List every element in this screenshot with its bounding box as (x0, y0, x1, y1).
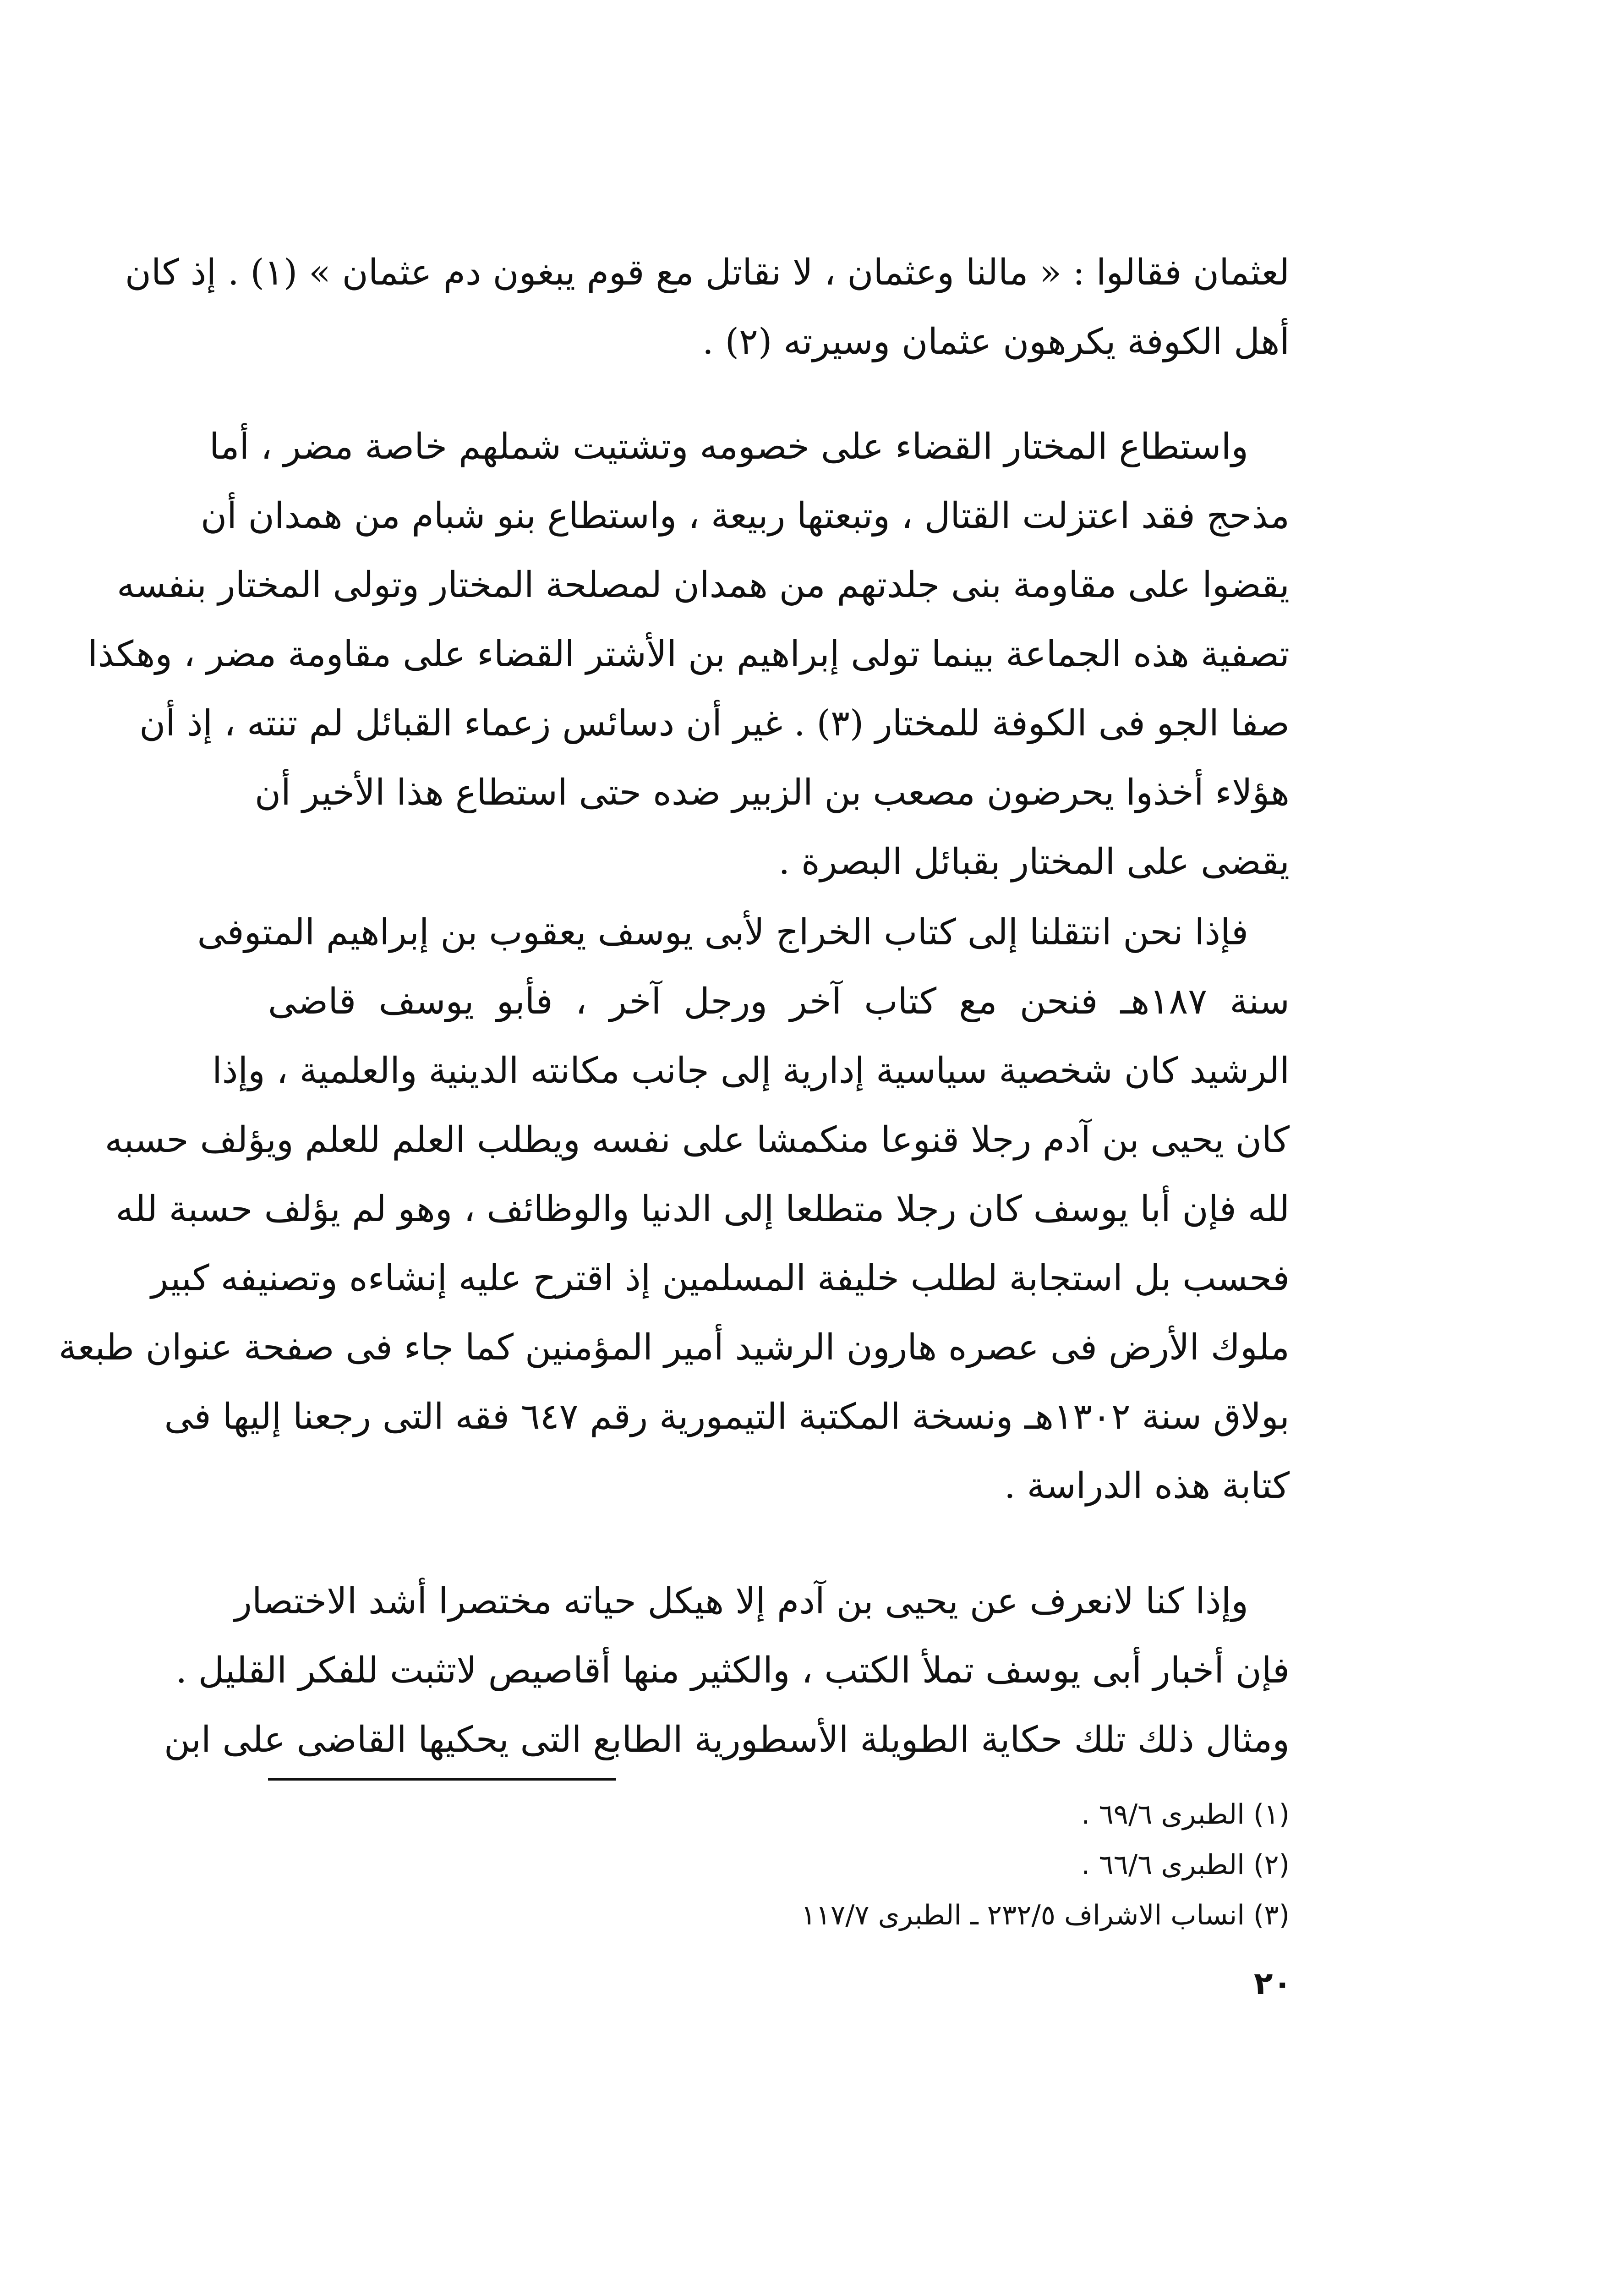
paragraph-4 (164, 1567, 1290, 1775)
paragraph-line: يقضوا على مقاومة بنى جلدتهم من همدان لمصلحة المختار وتولى المختار بنفسه (117, 565, 1290, 606)
paragraph-line: تصفية هذه الجماعة بينما تولى إبراهيم بن الأشتر القضاء على مقاومة مضر ، وهكذا (87, 634, 1290, 675)
paragraph-line: فإن أخبار أبى يوسف تملأ الكتب ، والكثير منها أقاصيص لاتثبت للفكر القليل . (175, 1650, 1290, 1691)
paragraph-2 (87, 412, 1290, 897)
paragraph-1 (125, 238, 1290, 377)
paragraph-line: فإذا نحن انتقلنا إلى كتاب الخراج لأبى يوسف يعقوب بن إبراهيم المتوفى (197, 912, 1248, 953)
paragraph-line: مذحج فقد اعتزلت القتال ، وتبعتها ربيعة ، واستطاع بنو شبام من همدان أن (200, 495, 1290, 537)
paragraph-line: كتابة هذه الدراسة . (1004, 1465, 1290, 1507)
paragraph-line: هؤلاء أخذوا يحرضون مصعب بن الزبير ضده حتى استطاع هذا الأخير أن (254, 772, 1290, 813)
paragraph-line: ملوك الأرض فى عصره هارون الرشيد أمير المؤمنين كما جاء فى صفحة عنوان طبعة (58, 1327, 1290, 1368)
paragraph-line: كان يحيى بن آدم رجلا قنوعا منكمشا على نفسه ويطلب العلم للعلم ويؤلف حسبه (104, 1119, 1290, 1161)
paragraph-line: ومثال ذلك تلك حكاية الطويلة الأسطورية الطابع التى يحكيها القاضى على ابن (164, 1719, 1290, 1760)
paragraph-line: سنة ١٨٧هـ فنحن مع كتاب آخر ورجل آخر ، فأبو يوسف قاضى (268, 981, 1290, 1022)
page-number: ٢٠ (1253, 1966, 1292, 2002)
footnote-2: (٢) الطبرى ٦٦/٦ . (1081, 1849, 1290, 1881)
paragraph-line: لعثمان فقالوا : « مالنا وعثمان ، لا نقاتل مع قوم يبغون دم عثمان » (١) . إذ كان (125, 252, 1290, 293)
paragraph-line: الرشيد كان شخصية سياسية إدارية إلى جانب مكانته الدينية والعلمية ، وإذا (212, 1050, 1290, 1091)
paragraph-line: يقضى على المختار بقبائل البصرة . (778, 841, 1290, 882)
footnote-3: (٣) انساب الاشراف ٢٣٢/٥ ـ الطبرى ١١٧/٧ (801, 1899, 1290, 1931)
paragraph-line: وإذا كنا لانعرف عن يحيى بن آدم إلا هيكل حياته مختصرا أشد الاختصار (235, 1581, 1248, 1622)
paragraph-line: بولاق سنة ١٣٠٢هـ ونسخة المكتبة التيمورية رقم ٦٤٧ فقه التى رجعنا إليها فى (164, 1396, 1290, 1437)
paragraph-3 (58, 898, 1290, 1521)
footnotes (268, 1789, 1290, 1940)
paragraph-line: أهل الكوفة يكرهون عثمان وسيرته (٢) . (702, 321, 1290, 362)
paragraph-line: واستطاع المختار القضاء على خصومه وتشتيت شملهم خاصة مضر ، أما (209, 426, 1248, 467)
footnote-1: (١) الطبرى ٦٩/٦ . (1081, 1798, 1290, 1831)
footnote-separator (268, 1778, 616, 1781)
paragraph-line: فحسب بل استجابة لطلب خليفة المسلمين إذ اقترح عليه إنشاءه وتصنيفه كبير (151, 1258, 1290, 1299)
paragraph-line: صفا الجو فى الكوفة للمختار (٣) . غير أن دسائس زعماء القبائل لم تنته ، إذ أن (139, 703, 1290, 744)
paragraph-line: لله فإن أبا يوسف كان رجلا متطلعا إلى الدنيا والوظائف ، وهو لم يؤلف حسبة لله (115, 1189, 1290, 1230)
